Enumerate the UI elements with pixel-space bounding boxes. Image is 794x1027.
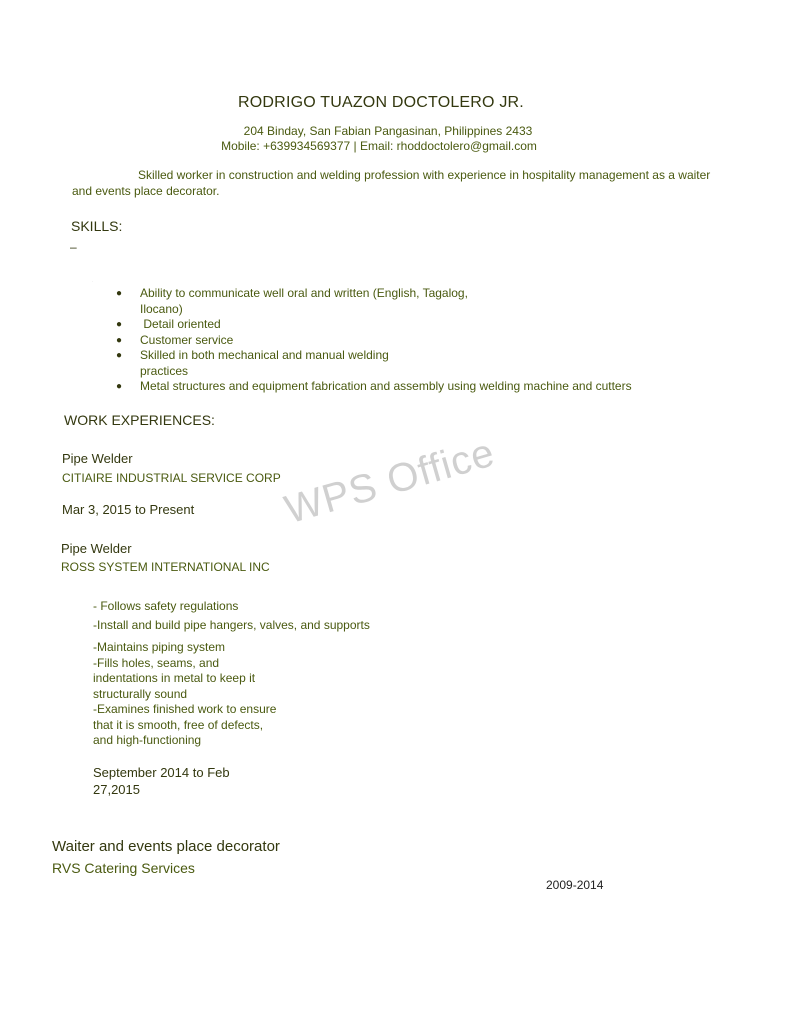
duty-item: -Fills holes, seams, and indentations in metal to keep it structurally sound [93, 655, 256, 701]
list-item [110, 333, 632, 349]
candidate-name: RODRIGO TUAZON DOCTOLERO JR. [238, 94, 524, 111]
list-item [110, 317, 632, 333]
skills-dash: – [70, 240, 77, 254]
address: 204 Binday, San Fabian Pangasinan, Philippines 2433 [243, 124, 533, 138]
profile-summary: Skilled worker in construction and welding profession with experience in hospitality management as a waiter and events place decorator. [72, 168, 711, 198]
job-title: Pipe Welder [61, 541, 132, 556]
stray-dot: . [92, 278, 94, 283]
duty-item: - Follows safety regulations [93, 599, 239, 613]
skills-list [110, 286, 632, 395]
job-dates: Mar 3, 2015 to Present [62, 502, 195, 517]
bullet-icon: ● [116, 381, 123, 392]
job-company: CITIAIRE INDUSTRIAL SERVICE CORP [62, 471, 281, 485]
skills-heading: SKILLS: [71, 218, 123, 234]
skill-text: Customer service [140, 332, 234, 347]
duty-item: -Maintains piping system [93, 640, 226, 654]
skill-text: Detail oriented [140, 317, 221, 331]
job-title: Waiter and events place decorator [52, 838, 280, 855]
contact-info: Mobile: +639934569377 | Email: rhoddoctolero@gmail.com [221, 139, 537, 153]
work-heading: WORK EXPERIENCES: [64, 412, 215, 428]
job-company: RVS Catering Services [52, 860, 195, 876]
duty-item: -Install and build pipe hangers, valves, and supports [93, 618, 370, 632]
duties-block [93, 640, 293, 749]
list-item [110, 379, 632, 395]
skill-text: Ability to communicate well oral and written (English, Tagalog, Ilocano) [140, 286, 468, 316]
job-dates: 2009-2014 [546, 878, 604, 892]
skill-text: Metal structures and equipment fabrication and assembly using welding machine and cutters [140, 379, 632, 393]
skill-text: Skilled in both mechanical and manual welding practices [140, 348, 389, 378]
bullet-icon: ● [116, 288, 123, 299]
job-title: Pipe Welder [62, 451, 133, 466]
watermark: WPS Office [280, 430, 500, 533]
list-item [110, 348, 420, 379]
bullet-icon: ● [116, 334, 123, 346]
bullet-icon: ● [116, 319, 123, 330]
bullet-icon: ● [116, 350, 123, 361]
list-item [110, 286, 470, 317]
duty-item: -Examines finished work to ensure that it is smooth, free of defects, and high-functioning [93, 702, 277, 747]
job-company: ROSS SYSTEM INTERNATIONAL INC [61, 560, 270, 574]
job-dates: September 2014 to Feb 27,2015 [93, 765, 230, 797]
